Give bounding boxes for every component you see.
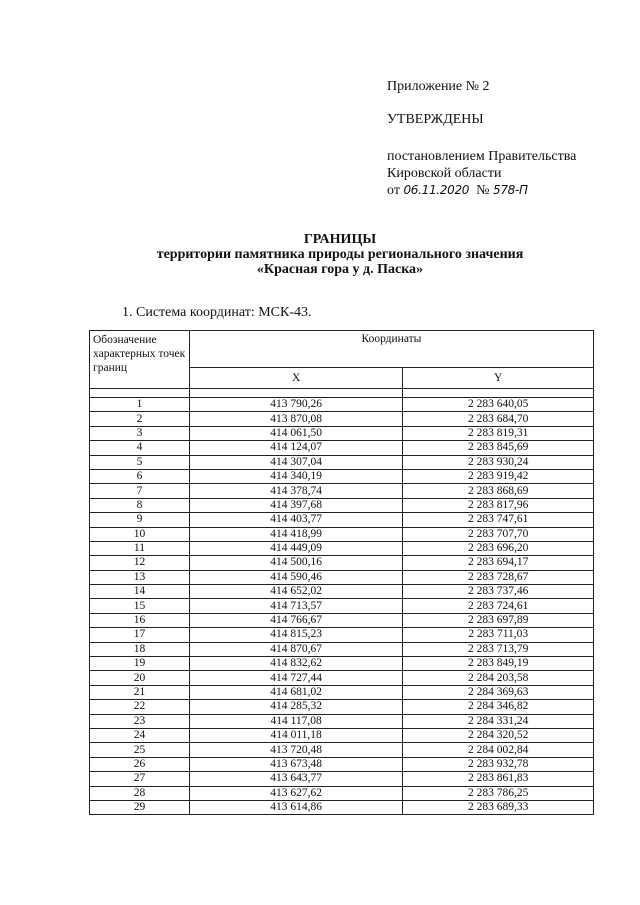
x-coordinate-cell: 414 713,57 [189,599,403,613]
y-coordinate-cell: 2 283 819,31 [403,426,594,440]
document-heading [0,232,640,277]
y-coordinate-cell: 2 284 346,82 [403,700,594,714]
point-number-cell: 22 [90,700,190,714]
point-number-cell: 10 [90,527,190,541]
y-coordinate-cell: 2 283 868,69 [403,484,594,498]
table-row [90,426,594,440]
table-row [90,700,594,714]
x-coordinate-cell: 414 832,62 [189,657,403,671]
y-coordinate-cell: 2 283 684,70 [403,412,594,426]
table-row [90,757,594,771]
point-number-cell: 11 [90,541,190,555]
y-coordinate-cell: 2 283 930,24 [403,455,594,469]
y-coordinate-cell: 2 283 724,61 [403,599,594,613]
number-prefix: № [476,183,490,198]
x-coordinate-cell: 414 449,09 [189,541,403,555]
point-number-cell: 6 [90,469,190,483]
point-number-cell: 25 [90,743,190,757]
table-row [90,541,594,555]
table-row [90,786,594,800]
handwritten-date: 06.11.2020 [403,183,470,197]
table-row [90,585,594,599]
x-coordinate-cell: 414 681,02 [189,685,403,699]
resolution-line-1: постановлением Правительства [387,149,577,164]
y-coordinate-cell: 2 283 697,89 [403,613,594,627]
table-row [90,800,594,814]
table-row [90,599,594,613]
x-coordinate-cell: 413 673,48 [189,757,403,771]
y-coordinate-cell: 2 283 707,70 [403,527,594,541]
y-coordinate-cell: 2 283 640,05 [403,398,594,412]
header-x: X [189,368,403,389]
table-row [90,412,594,426]
y-coordinate-cell: 2 283 694,17 [403,556,594,570]
heading-title: ГРАНИЦЫ [303,232,377,247]
table-row [90,556,594,570]
table-row [90,398,594,412]
table-row [90,628,594,642]
point-number-cell: 8 [90,498,190,512]
point-number-cell: 5 [90,455,190,469]
table-row [90,642,594,656]
point-number-cell: 7 [90,484,190,498]
y-coordinate-cell: 2 284 002,84 [403,743,594,757]
header-coordinates: Координаты [189,331,593,368]
point-number-cell: 21 [90,685,190,699]
heading-subtitle: территории памятника природы регионального значения [156,247,524,262]
point-number-cell: 20 [90,671,190,685]
y-coordinate-cell: 2 283 747,61 [403,513,594,527]
point-number-cell: 26 [90,757,190,771]
y-coordinate-cell: 2 283 713,79 [403,642,594,656]
point-number-cell: 27 [90,772,190,786]
y-coordinate-cell: 2 283 737,46 [403,585,594,599]
y-coordinate-cell: 2 283 932,78 [403,757,594,771]
point-number-cell: 14 [90,585,190,599]
point-number-cell: 9 [90,513,190,527]
table-row [90,527,594,541]
y-coordinate-cell: 2 284 203,58 [403,671,594,685]
approval-block [387,78,576,199]
point-number-cell: 28 [90,786,190,800]
point-number-cell: 17 [90,628,190,642]
y-coordinate-cell: 2 284 320,52 [403,728,594,742]
x-coordinate-cell: 414 766,67 [189,613,403,627]
point-number-cell: 24 [90,728,190,742]
y-coordinate-cell: 2 284 331,24 [403,714,594,728]
handwritten-number: 578-П [493,183,528,197]
y-coordinate-cell: 2 283 689,33 [403,800,594,814]
y-coordinate-cell: 2 283 919,42 [403,469,594,483]
resolution-line-2: Кировской области [387,166,502,181]
table-row [90,570,594,584]
table-row [90,671,594,685]
x-coordinate-cell: 414 403,77 [189,513,403,527]
table-row [90,441,594,455]
coordinate-system-label: 1. Система координат: МСК-43. [122,305,312,320]
x-coordinate-cell: 414 340,19 [189,469,403,483]
x-coordinate-cell: 414 307,04 [189,455,403,469]
y-coordinate-cell: 2 283 845,69 [403,441,594,455]
resolution-date-line [387,182,576,199]
x-coordinate-cell: 413 614,86 [189,800,403,814]
x-coordinate-cell: 413 870,08 [189,412,403,426]
x-coordinate-cell: 414 011,18 [189,728,403,742]
coordinates-table [89,330,594,815]
point-number-cell: 3 [90,426,190,440]
point-number-cell: 19 [90,657,190,671]
y-coordinate-cell: 2 283 728,67 [403,570,594,584]
point-number-cell: 4 [90,441,190,455]
point-number-cell: 23 [90,714,190,728]
x-coordinate-cell: 414 061,50 [189,426,403,440]
date-prefix: от [387,183,400,198]
x-coordinate-cell: 414 378,74 [189,484,403,498]
heading-name: «Красная гора у д. Паска» [256,262,424,277]
table-row [90,484,594,498]
y-coordinate-cell: 2 283 817,96 [403,498,594,512]
table-row [90,513,594,527]
point-number-cell: 18 [90,642,190,656]
y-coordinate-cell: 2 283 849,19 [403,657,594,671]
point-number-cell: 12 [90,556,190,570]
y-coordinate-cell: 2 283 861,83 [403,772,594,786]
x-coordinate-cell: 414 870,67 [189,642,403,656]
x-coordinate-cell: 414 285,32 [189,700,403,714]
x-coordinate-cell: 413 790,26 [189,398,403,412]
x-coordinate-cell: 413 643,77 [189,772,403,786]
x-coordinate-cell: 414 418,99 [189,527,403,541]
table-row [90,772,594,786]
header-y: Y [403,368,594,389]
x-coordinate-cell: 414 590,46 [189,570,403,584]
x-coordinate-cell: 414 652,02 [189,585,403,599]
table-row [90,728,594,742]
table-row [90,455,594,469]
point-number-cell: 13 [90,570,190,584]
x-coordinate-cell: 413 720,48 [189,743,403,757]
y-coordinate-cell: 2 283 696,20 [403,541,594,555]
header-points: Обозначение характерных точек границ [90,331,190,389]
table-row [90,613,594,627]
x-coordinate-cell: 413 627,62 [189,786,403,800]
point-number-cell: 29 [90,800,190,814]
x-coordinate-cell: 414 500,16 [189,556,403,570]
table-row [90,685,594,699]
y-coordinate-cell: 2 283 711,03 [403,628,594,642]
appendix-label: Приложение № 2 [387,79,490,94]
approved-label: УТВЕРЖДЕНЫ [387,112,484,127]
y-coordinate-cell: 2 283 786,25 [403,786,594,800]
point-number-cell: 1 [90,398,190,412]
table-row [90,714,594,728]
point-number-cell: 16 [90,613,190,627]
table-row [90,743,594,757]
x-coordinate-cell: 414 397,68 [189,498,403,512]
point-number-cell: 2 [90,412,190,426]
x-coordinate-cell: 414 117,08 [189,714,403,728]
spacer-row [90,389,594,398]
x-coordinate-cell: 414 727,44 [189,671,403,685]
y-coordinate-cell: 2 284 369,63 [403,685,594,699]
x-coordinate-cell: 414 124,07 [189,441,403,455]
x-coordinate-cell: 414 815,23 [189,628,403,642]
table-row [90,498,594,512]
point-number-cell: 15 [90,599,190,613]
table-row [90,657,594,671]
table-row [90,469,594,483]
